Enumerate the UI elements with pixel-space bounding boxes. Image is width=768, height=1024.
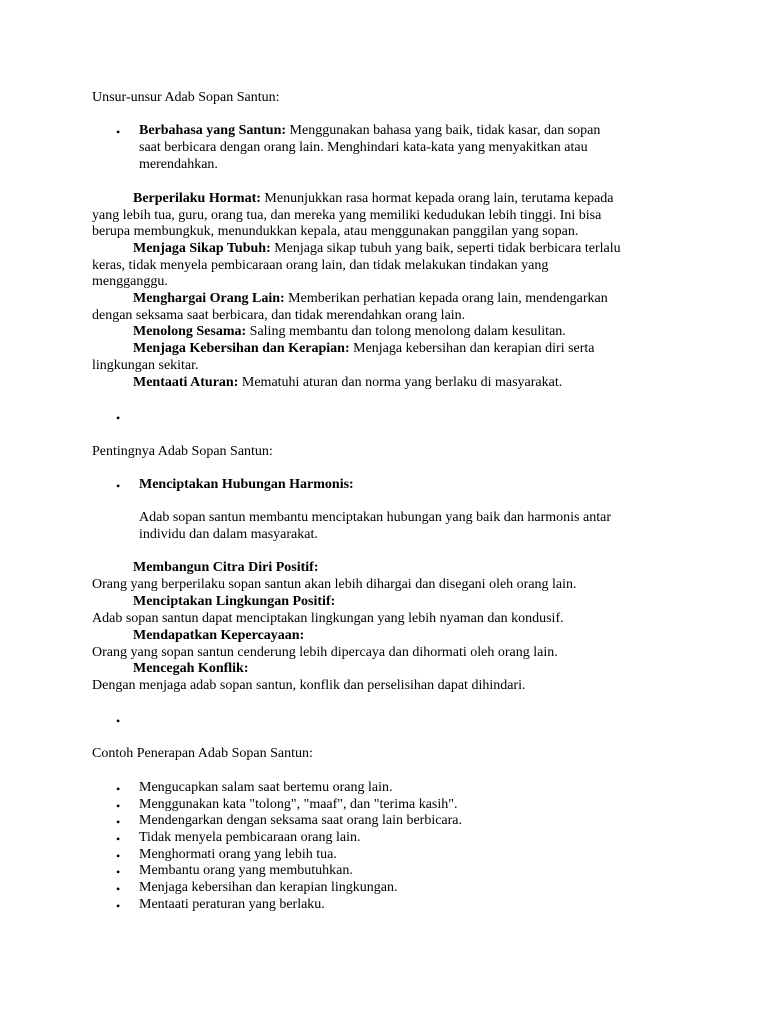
bullet — [116, 881, 120, 898]
list-item: Membantu orang yang membutuhkan. — [139, 863, 353, 878]
item-title: Berperilaku Hormat: — [133, 191, 261, 206]
empty-bullet — [116, 713, 120, 730]
bullet — [116, 781, 120, 798]
bullet — [116, 124, 120, 141]
item-title: Berbahasa yang Santun: — [139, 123, 287, 138]
bullet — [116, 848, 120, 865]
heading-citra-diri: Membangun Citra Diri Positif: — [133, 560, 319, 575]
section-heading-contoh: Contoh Penerapan Adab Sopan Santun: — [92, 746, 313, 761]
heading-konflik: Mencegah Konflik: — [133, 661, 249, 676]
paragraph-text: lingkungan sekitar. — [92, 358, 199, 373]
list-item: Menggunakan kata "tolong", "maaf", dan "terima kasih". — [139, 797, 458, 812]
paragraph-text: berupa membungkuk, menundukkan kepala, atau menggunakan panggilan yang sopan. — [92, 224, 579, 239]
paragraph-menolong: Menolong Sesama: Saling membantu dan tolong menolong dalam kesulitan. — [133, 324, 566, 339]
item-title: Mentaati Aturan: — [133, 375, 239, 390]
section-heading-pentingnya: Pentingnya Adab Sopan Santun: — [92, 444, 273, 459]
bullet — [116, 814, 120, 831]
bullet — [116, 831, 120, 848]
list-item-berbahasa: Berbahasa yang Santun: Menggunakan bahasa yang baik, tidak kasar, dan sopan — [139, 123, 601, 138]
item-text: saat berbicara dengan orang lain. Menghindari kata-kata yang menyakitkan atau — [139, 140, 588, 155]
item-text: merendahkan. — [139, 157, 218, 172]
heading-lingkungan-positif: Menciptakan Lingkungan Positif: — [133, 594, 336, 609]
paragraph-sikap-tubuh: Menjaga Sikap Tubuh: Menjaga sikap tubuh yang baik, seperti tidak berbicara terlalu — [133, 241, 621, 256]
paragraph-aturan: Mentaati Aturan: Mematuhi aturan dan norma yang berlaku di masyarakat. — [133, 375, 563, 390]
list-item-harmonis — [139, 476, 354, 493]
bullet — [116, 864, 120, 881]
paragraph-text: Dengan menjaga adab sopan santun, konflik dan perselisihan dapat dihindari. — [92, 678, 526, 693]
list-item: Menghormati orang yang lebih tua. — [139, 847, 337, 862]
list-item: Mentaati peraturan yang berlaku. — [139, 897, 325, 912]
paragraph-menghargai: Menghargai Orang Lain: Memberikan perhatian kepada orang lain, mendengarkan — [133, 291, 608, 306]
list-item: Tidak menyela pembicaraan orang lain. — [139, 830, 361, 845]
item-text: individu dan dalam masyarakat. — [139, 527, 318, 542]
paragraph-text: mengganggu. — [92, 274, 168, 289]
list-item: Mendengarkan dengan seksama saat orang lain berbicara. — [139, 813, 463, 828]
bullet — [116, 798, 120, 815]
list-item: Menjaga kebersihan dan kerapian lingkungan. — [139, 880, 398, 895]
paragraph-text: dengan seksama saat berbicara, dan tidak merendahkan orang lain. — [92, 308, 466, 323]
paragraph-text: Orang yang sopan santun cenderung lebih dipercaya dan dihormati oleh orang lain. — [92, 645, 558, 660]
paragraph-text: keras, tidak menyela pembicaraan orang lain, dan tidak melakukan tindakan yang — [92, 258, 549, 273]
item-title: Menciptakan Hubungan Harmonis: — [139, 477, 354, 492]
heading-kepercayaan: Mendapatkan Kepercayaan: — [133, 628, 305, 643]
paragraph-text: yang lebih tua, guru, orang tua, dan mereka yang memiliki kedudukan lebih tinggi. Ini bisa — [92, 208, 602, 223]
item-text: Adab sopan santun membantu menciptakan hubungan yang baik dan harmonis antar — [139, 510, 611, 525]
item-title: Menjaga Sikap Tubuh: — [133, 241, 271, 256]
paragraph-berperilaku: Berperilaku Hormat: Menunjukkan rasa hormat kepada orang lain, terutama kepada — [133, 191, 614, 206]
item-title: Menjaga Kebersihan dan Kerapian: — [133, 341, 350, 356]
list-item: Mengucapkan salam saat bertemu orang lain. — [139, 780, 393, 795]
bullet — [116, 898, 120, 915]
section-heading-unsur: Unsur-unsur Adab Sopan Santun: — [92, 90, 280, 105]
paragraph-text: Orang yang berperilaku sopan santun akan lebih dihargai dan disegani oleh orang lain. — [92, 577, 577, 592]
item-title: Menolong Sesama: — [133, 324, 247, 339]
paragraph-kebersihan: Menjaga Kebersihan dan Kerapian: Menjaga kebersihan dan kerapian diri serta — [133, 341, 595, 356]
bullet — [116, 478, 120, 495]
item-title: Menghargai Orang Lain: — [133, 291, 285, 306]
paragraph-text: Adab sopan santun dapat menciptakan lingkungan yang lebih nyaman dan kondusif. — [92, 611, 564, 626]
empty-bullet — [116, 410, 120, 427]
